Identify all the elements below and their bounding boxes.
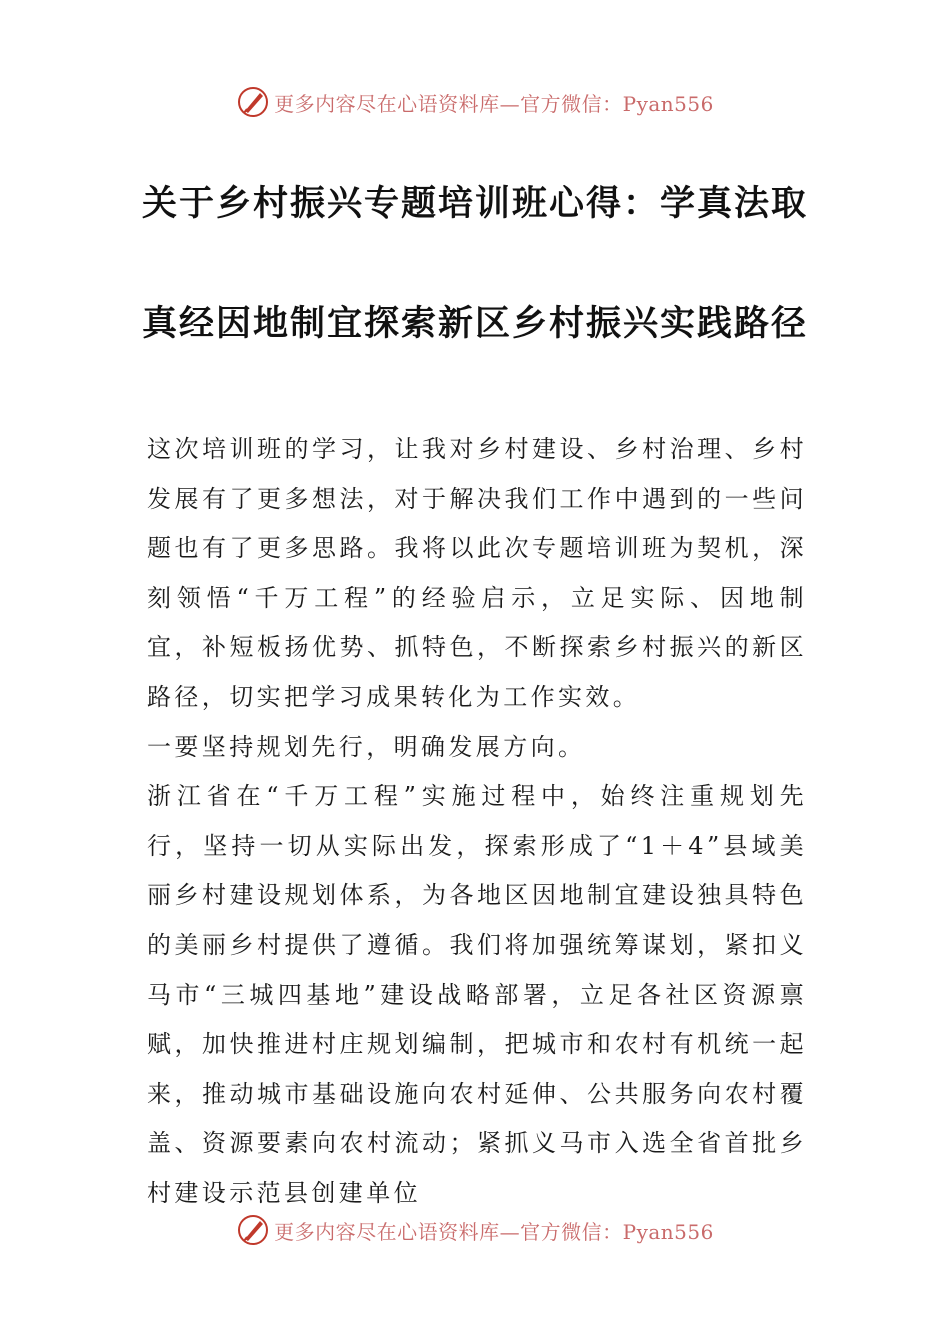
quill-logo-icon (236, 1213, 270, 1247)
article-body (147, 425, 807, 1219)
page-title-line-1: 关于乡村振兴专题培训班心得：学真法取 (141, 184, 808, 224)
page-title-line-2: 真经因地制宜探索新区乡村振兴实践路径 (141, 304, 808, 344)
quill-logo-icon (236, 85, 270, 119)
footer-banner (0, 1210, 950, 1250)
header-banner (0, 82, 950, 122)
header-banner-text: 更多内容尽在心语资料库—官方微信：Pyan556 (274, 91, 714, 116)
paragraph-heading-1: 一要坚持规划先行，明确发展方向。 (147, 732, 586, 761)
paragraph-intro: 这次培训班的学习，让我对乡村建设、乡村治理、乡村发展有了更多想法，对于解决我们工作中遇到的一些问题也有了更多思路。我将以此次专题培训班为契机，深刻领悟“千万工程”的经验启示，立足实际、因地制宜，补短板扬优势、抓特色，不断探索乡村振兴的新区路径，切实把学习成果转化为工作实效。 (147, 435, 807, 711)
paragraph-planning: 浙江省在“千万工程”实施过程中，始终注重规划先行，坚持一切从实际出发，探索形成了“1＋4”县域美丽乡村建设规划体系，为各地区因地制宜建设独具特色的美丽乡村提供了遵循。我们将加强统筹谋划，紧扣义马市“三城四基地”建设战略部署，立足各社区资源禀赋，加快推进村庄规划编制，把城市和农村有机统一起来，推动城市基础设施向农村延伸、公共服务向农村覆盖、资源要素向农村流动；紧抓义马市入选全省首批乡村建设示范县创建单位 (147, 782, 807, 1207)
footer-banner-text: 更多内容尽在心语资料库—官方微信：Pyan556 (274, 1219, 714, 1244)
